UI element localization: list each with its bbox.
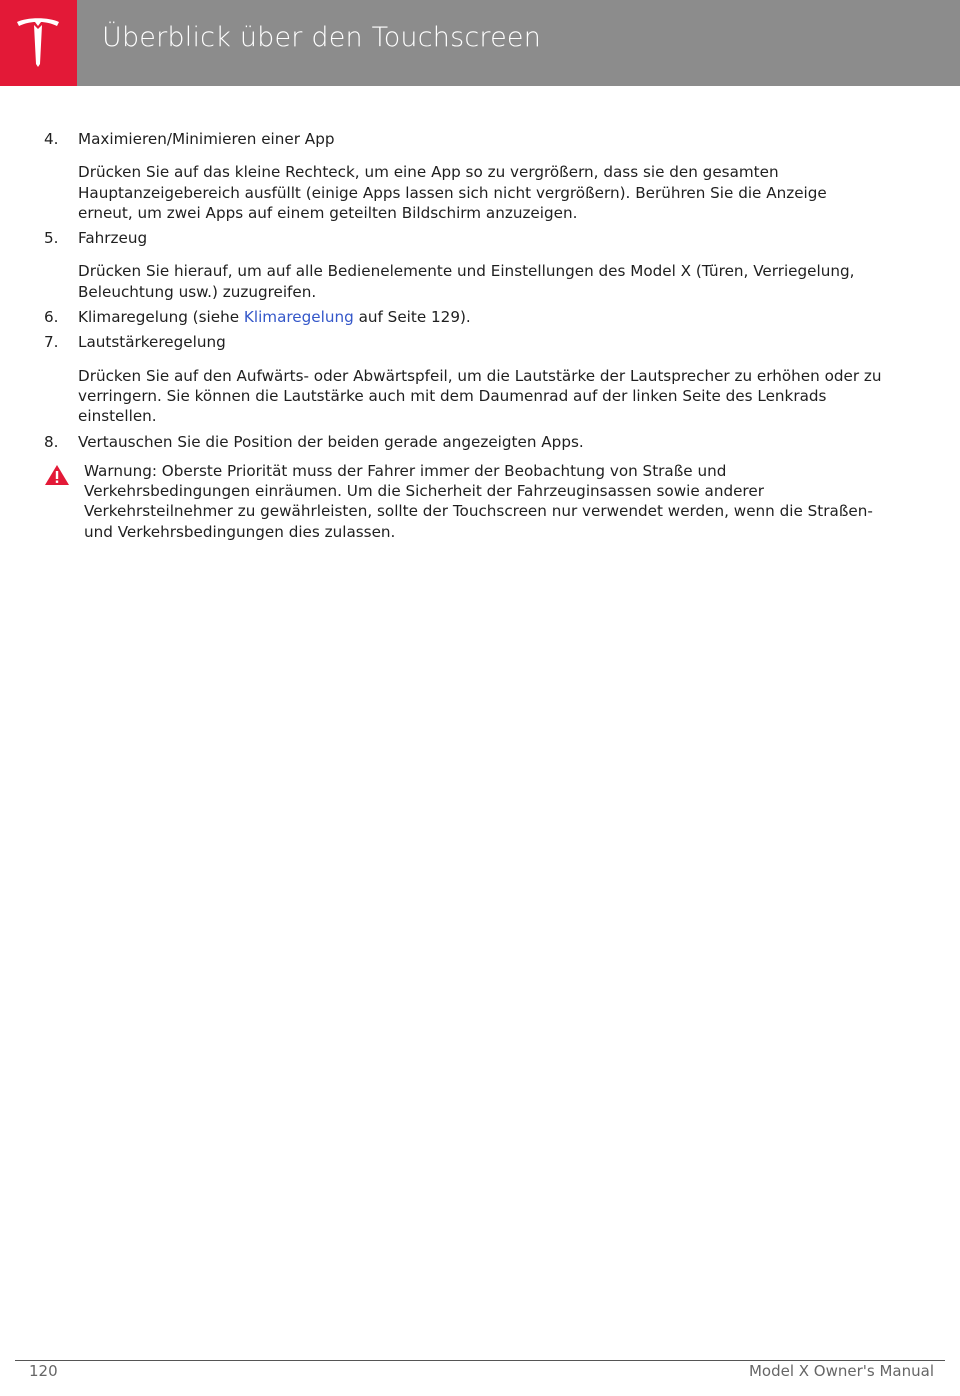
item-number: 5. <box>44 229 59 248</box>
page-number: 120 <box>29 1362 58 1380</box>
list-item <box>44 332 884 426</box>
warning-note <box>44 461 884 542</box>
item-title-text: auf Seite 129). <box>353 308 471 327</box>
footer-divider <box>15 1360 945 1361</box>
item-title-text: Klimaregelung (siehe <box>78 308 244 327</box>
list-item <box>44 129 884 223</box>
warning-triangle-icon <box>44 464 70 486</box>
item-number: 8. <box>44 432 59 451</box>
content-body <box>44 129 884 542</box>
item-number: 6. <box>44 308 59 327</box>
item-title: Maximieren/Minimieren einer App <box>78 130 335 148</box>
list-item <box>44 228 884 302</box>
tesla-logo-icon <box>15 16 61 68</box>
item-title: Vertauschen Sie die Position der beiden gerade angezeigten Apps. <box>78 432 584 451</box>
logo-box <box>0 0 77 86</box>
item-description: Drücken Sie auf das kleine Rechteck, um eine App so zu vergrößern, dass sie den gesamten Hauptanzeigebereich ausfüllt (einige Apps lassen sich nicht vergrößern). Berühren Sie die Anzeige erneut, um zwei Apps auf einem geteilten Bildschirm anzuzeigen. <box>78 163 827 222</box>
item-number: 4. <box>44 130 59 148</box>
item-title: Lautstärkeregelung <box>78 333 226 352</box>
warning-text: Warnung: Oberste Priorität muss der Fahrer immer der Beobachtung von Straße und Verkehrsbedingungen einräumen. Um die Sicherheit der Fahrzeuginsassen sowie anderer Verkehrsteilnehmer zu gewährleisten, sollte der Touchscreen nur verwendet werden, wenn die Straßen- und Verkehrsbedingungen dies zulassen. <box>84 461 873 541</box>
item-description: Drücken Sie auf den Aufwärts- oder Abwärtspfeil, um die Lautstärke der Lautsprecher zu erhöhen oder zu verringern. Sie können die Lautstärke auch mit dem Daumenrad auf der linken Seite des Lenkrads einstellen. <box>78 366 882 426</box>
item-title <box>78 307 884 327</box>
page-header <box>0 0 960 86</box>
manual-title: Model X Owner's Manual <box>748 1362 934 1380</box>
item-number: 7. <box>44 333 59 352</box>
page-title: Überblick über den Touchscreen <box>102 22 542 53</box>
item-description: Drücken Sie hierauf, um auf alle Bedienelemente und Einstellungen des Model X (Türen, Verriegelung, Beleuchtung usw.) zuzugreifen. <box>78 262 855 301</box>
list-item <box>44 307 884 327</box>
klimaregelung-link[interactable]: Klimaregelung <box>243 308 354 327</box>
item-title: Fahrzeug <box>78 229 148 248</box>
list-item <box>44 432 884 452</box>
